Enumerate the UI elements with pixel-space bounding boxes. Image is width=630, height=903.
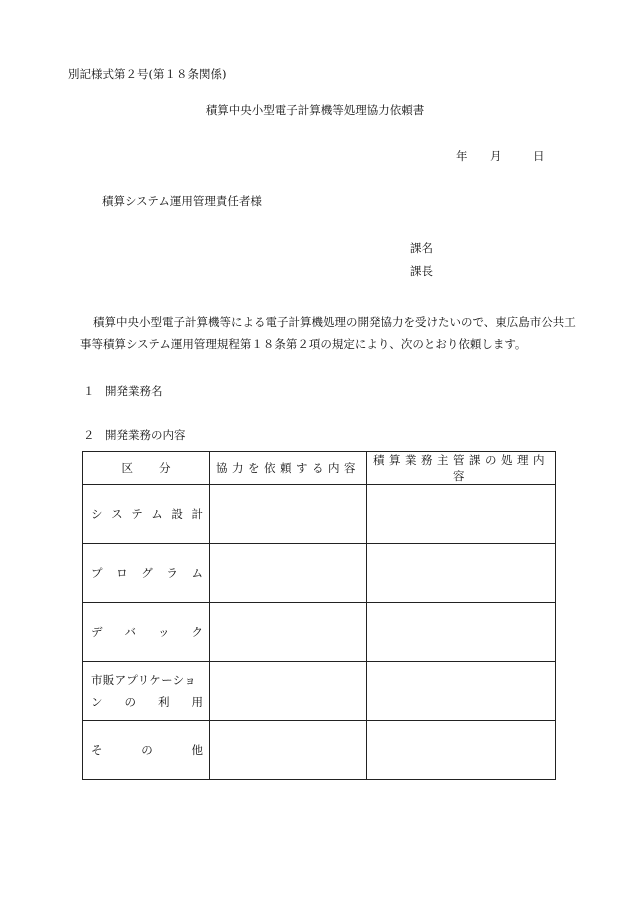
processing-cell[interactable] [367,721,556,780]
row-label-program: プ ロ グ ラ ム [83,544,210,603]
request-cell[interactable] [210,544,367,603]
request-cell[interactable] [210,603,367,662]
table-row [83,485,556,544]
table-row [83,544,556,603]
processing-cell[interactable] [367,603,556,662]
date-year: 年 [456,149,468,163]
form-label: 別記様式第２号(第１８条関係) [68,67,227,81]
processing-cell[interactable] [367,485,556,544]
development-content-table [82,451,556,780]
addressee: 積算システム運用管理責任者様 [102,194,262,208]
row-label-other: そ の 他 [83,721,210,780]
table-row [83,603,556,662]
header-category: 区分 [83,452,210,485]
sender-chief: 課長 [410,264,433,278]
processing-cell[interactable] [367,662,556,721]
header-processing-content: 積算業務主管課の処理内容 [367,452,556,485]
table-row [83,662,556,721]
date-month: 月 [490,149,502,163]
section-label: 開発業務名 [105,384,163,398]
request-cell[interactable] [210,721,367,780]
table-row [83,721,556,780]
row-label-commercial-app: 市販アプリケーショ ン の 利 用 [83,662,210,721]
section-2-heading [83,427,186,443]
row-label-system-design: シ ス テ ム 設 計 [83,485,210,544]
section-label: 開発業務の内容 [105,428,186,442]
section-number: ２ [83,428,95,442]
sender-dept: 課名 [410,241,433,255]
request-cell[interactable] [210,485,367,544]
document-title: 積算中央小型電子計算機等処理協力依頼書 [205,103,425,117]
header-request-content: 協力を依頼する内容 [210,452,367,485]
request-cell[interactable] [210,662,367,721]
date-line [456,148,545,164]
processing-cell[interactable] [367,544,556,603]
row-label-debug: デ バ ッ ク [83,603,210,662]
section-number: １ [83,384,95,398]
body-paragraph: 積算中央小型電子計算機等による電子計算機処理の開発協力を受けたいので、東広島市公共工事等積算システム運用管理規程第１８条第２項の規定により、次のとおり依頼します。 [80,315,576,351]
date-day: 日 [533,149,545,163]
table-header-row [83,452,556,485]
section-1-heading [83,383,163,399]
